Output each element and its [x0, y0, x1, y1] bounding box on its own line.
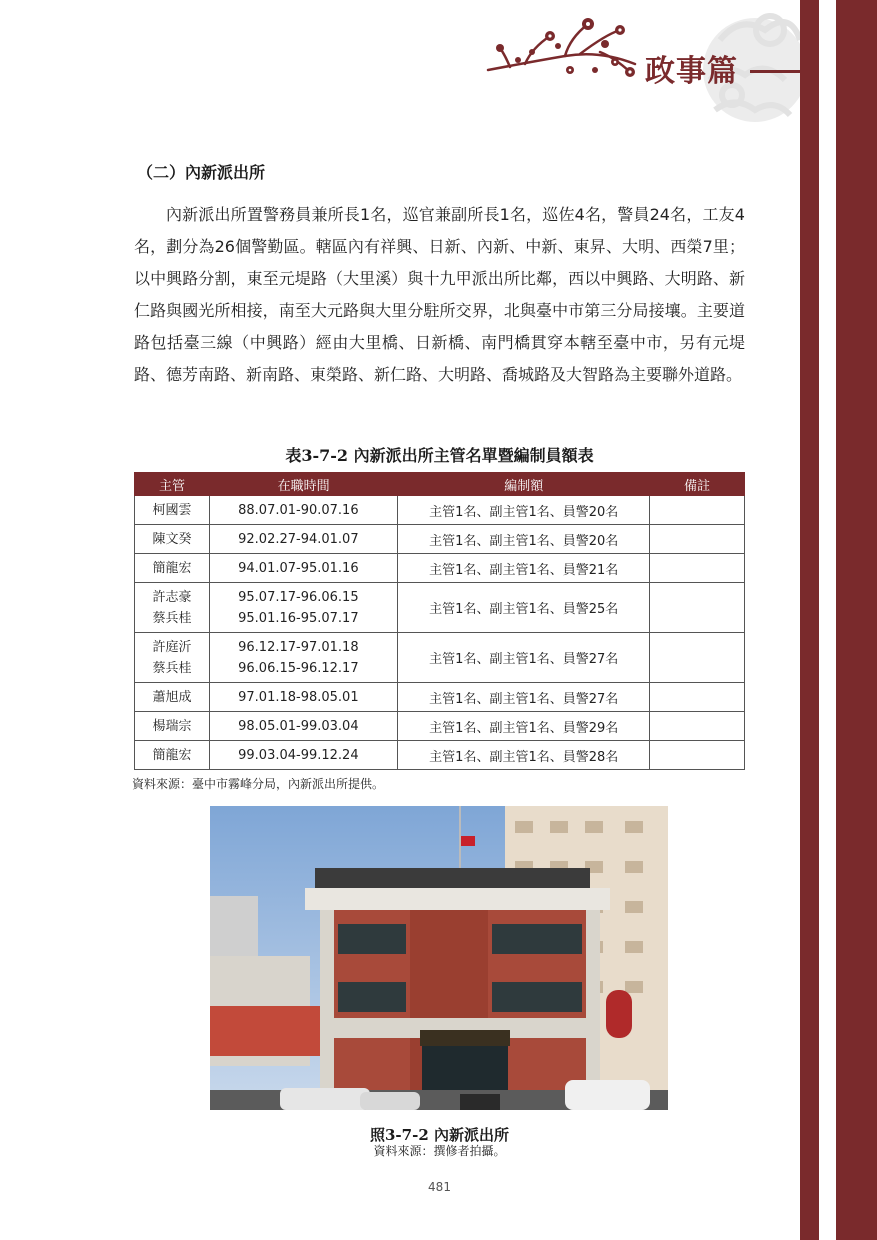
- tenure-period: 97.01.18-98.05.01: [238, 689, 359, 705]
- cell-period: [210, 633, 398, 683]
- cell-chief: [135, 525, 210, 554]
- body-paragraph: 內新派出所置警務員兼所長1名，巡官兼副所長1名，巡佐4名，警員24名，工友4名，劃分為26個警勤區。轄區內有祥興、日新、內新、中新、東昇、大明、西榮7里；以中興路分割，東至元堤路（大里溪）與十九甲派出所比鄰，西以中興路、大明路、新仁路與國光所相接，南至大元路與大里分駐所交界，北與臺中市第三分局接壤。主要道路包括臺三線（中興路）經由大里橋、日新橋、南門橋貫穿本轄至臺中市，另有元堤路、德芳南路、新南路、東榮路、新仁路、大明路、喬城路及大智路為主要聯外道路。: [134, 205, 745, 384]
- cell-staff: 主管1名、副主管1名、員警27名: [398, 633, 650, 683]
- tenure-period: 99.03.04-99.12.24: [238, 747, 359, 763]
- photo-source-note: 資料來源：撰修者拍攝。: [373, 1144, 506, 1158]
- table-caption: 表3-7-2 內新派出所主管名單暨編制員額表: [285, 446, 594, 465]
- header-cell-period: 在職時間: [210, 473, 398, 496]
- chief-name: 蕭旭成: [152, 689, 192, 705]
- tenure-period: 98.05.01-99.03.04: [238, 718, 359, 734]
- tenure-period: 95.07.17-96.06.15: [238, 589, 359, 605]
- tenure-period: 95.01.16-95.07.17: [238, 610, 359, 626]
- table-header-row: [135, 473, 745, 496]
- table-row: [135, 683, 745, 712]
- cell-staff: 主管1名、副主管1名、員警27名: [398, 683, 650, 712]
- cell-period: [210, 525, 398, 554]
- table-row: [135, 633, 745, 683]
- chief-name: 蔡兵桂: [152, 610, 192, 626]
- cell-staff: 主管1名、副主管1名、員警20名: [398, 525, 650, 554]
- chief-name: 楊瑞宗: [152, 718, 192, 734]
- header-cell-note: 備註: [650, 473, 745, 496]
- tenure-period: 92.02.27-94.01.07: [238, 531, 359, 547]
- decorative-stripe-right: [836, 0, 877, 1240]
- chapter-title: 政事篇: [645, 54, 738, 89]
- header-cell-chief: 主管: [135, 473, 210, 496]
- photo-caption: 照3-7-2 內新派出所: [370, 1126, 509, 1144]
- cell-chief: [135, 712, 210, 741]
- police-station-photo: [210, 806, 668, 1110]
- cell-period: [210, 583, 398, 633]
- cell-note: [650, 583, 745, 633]
- chief-name: 陳文癸: [152, 531, 192, 547]
- table-row: [135, 496, 745, 525]
- cell-note: [650, 683, 745, 712]
- section-heading: （二）內新派出所: [137, 163, 266, 182]
- cell-note: [650, 712, 745, 741]
- table-source-note: 資料來源：臺中市霧峰分局，內新派出所提供。: [132, 777, 385, 791]
- cell-note: [650, 496, 745, 525]
- cell-note: [650, 633, 745, 683]
- chief-name: 蔡兵桂: [152, 660, 192, 676]
- header-rule: [750, 70, 800, 73]
- table-row: [135, 554, 745, 583]
- cell-staff: 主管1名、副主管1名、員警29名: [398, 712, 650, 741]
- cell-staff: 主管1名、副主管1名、員警20名: [398, 496, 650, 525]
- chief-name: 簡龍宏: [152, 747, 192, 763]
- cell-note: [650, 554, 745, 583]
- cell-staff: 主管1名、副主管1名、員警21名: [398, 554, 650, 583]
- chief-name: 許志豪: [152, 589, 192, 605]
- cell-period: [210, 683, 398, 712]
- tenure-period: 96.12.17-97.01.18: [238, 639, 359, 655]
- cell-chief: [135, 496, 210, 525]
- cell-note: [650, 525, 745, 554]
- chief-name: 許庭沂: [152, 639, 192, 655]
- table-row: [135, 583, 745, 633]
- cell-period: [210, 712, 398, 741]
- tenure-period: 88.07.01-90.07.16: [238, 502, 359, 518]
- decorative-stripe-left: [800, 0, 819, 1240]
- cell-staff: 主管1名、副主管1名、員警28名: [398, 741, 650, 770]
- cell-staff: 主管1名、副主管1名、員警25名: [398, 583, 650, 633]
- table-row: [135, 525, 745, 554]
- cell-chief: [135, 554, 210, 583]
- page-number: 481: [428, 1180, 451, 1194]
- tenure-period: 94.01.07-95.01.16: [238, 560, 359, 576]
- cell-note: [650, 741, 745, 770]
- cell-period: [210, 554, 398, 583]
- cell-chief: [135, 683, 210, 712]
- tenure-period: 96.06.15-96.12.17: [238, 660, 359, 676]
- chief-name: 柯國雲: [152, 502, 192, 518]
- cell-chief: [135, 633, 210, 683]
- cell-period: [210, 741, 398, 770]
- officer-roster-table: [134, 472, 745, 770]
- table-row: [135, 712, 745, 741]
- table-row: [135, 741, 745, 770]
- cell-period: [210, 496, 398, 525]
- chief-name: 簡龍宏: [152, 560, 192, 576]
- table-body: [135, 496, 745, 770]
- cell-chief: [135, 583, 210, 633]
- header-cell-staff: 編制額: [398, 473, 650, 496]
- blossom-icons: [496, 18, 635, 77]
- cell-chief: [135, 741, 210, 770]
